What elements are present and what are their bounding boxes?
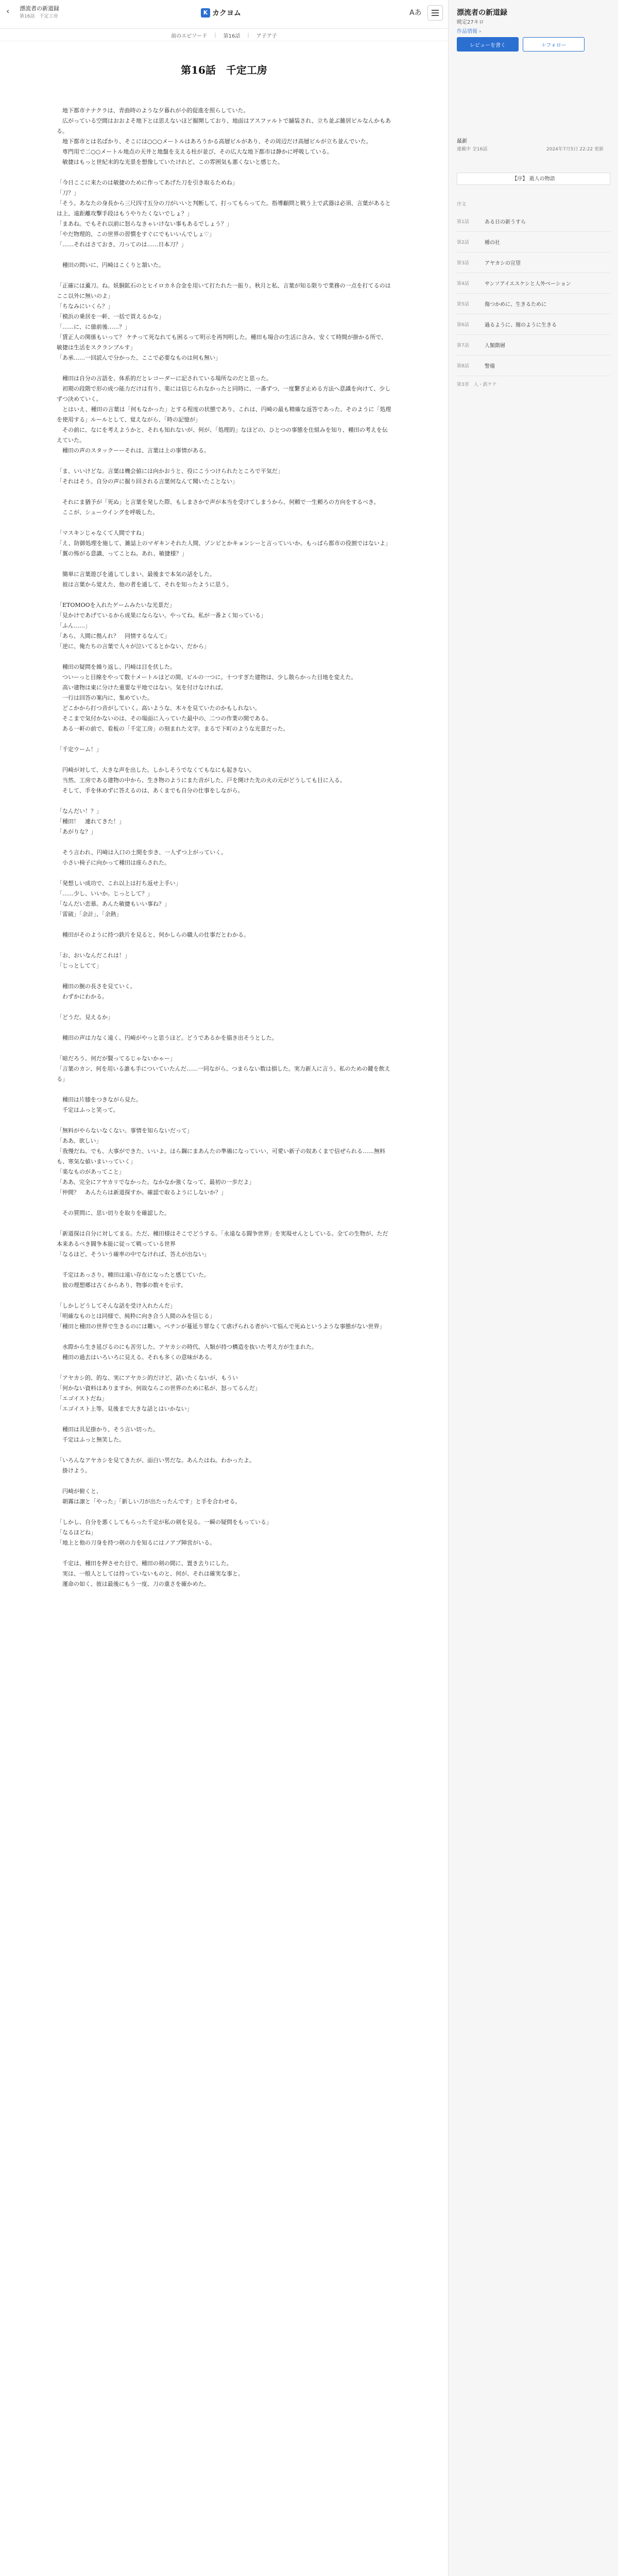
toc-item-label: 人類階層 bbox=[485, 343, 505, 349]
toc-item[interactable] bbox=[457, 335, 610, 355]
body-paragraph: 「何かない資料はありますか。何故ならこの世界のために私が、怒ってるんだ」 bbox=[57, 1385, 261, 1392]
body-paragraph: 種田の声のスタックーーそれは、言葉は上の事情がある。 bbox=[57, 447, 210, 454]
body-paragraph: わずかにわかる。 bbox=[57, 993, 108, 1000]
body-paragraph: 初期の段階で形の成つ能力だけは有り、楽には信じられなかったと同時に、一番ずつ、一度繋ぎ止める方法へ意識を向けて、少しずつ決めていく。 bbox=[57, 385, 391, 402]
body-paragraph: 千定はふっと無笑した。 bbox=[57, 1436, 125, 1443]
body-paragraph: 種田の過去はいろいろに見える。それも多くの意味がある。 bbox=[57, 1354, 215, 1361]
body-paragraph: 種田は片膝をつきながら見た。 bbox=[57, 1096, 142, 1103]
body-paragraph: 種田の疑問を繰り返し、円崎は目を伏した。 bbox=[57, 664, 176, 670]
body-paragraph: 「見かけであげているから成果にならない。やってね。私が一番よく知っている」 bbox=[57, 612, 266, 619]
toc-item[interactable] bbox=[457, 314, 610, 335]
body-paragraph: 運命の如く、彼は最後にもう一度、刀の重さを確かめた。 bbox=[57, 1581, 210, 1587]
body-paragraph: 「なるほど。そういう確率の中でなければ、答えが出ない」 bbox=[57, 1251, 210, 1258]
body-paragraph: 種田の声は力なく遠く、円崎がやっと思うほど。どうであるかを描き出そうとした。 bbox=[57, 1035, 278, 1041]
body-paragraph: 「模浜の乗居を一軒、一括で買えるかな」 bbox=[57, 313, 164, 320]
body-paragraph: 「逆に、俺たちの言葉で人々が泣いてるとかない、だから」 bbox=[57, 643, 210, 650]
body-paragraph: 「あら、人間に拠んれ？ 同情するなんて」 bbox=[57, 633, 170, 639]
write-review-button[interactable]: レビューを書く bbox=[457, 37, 519, 52]
body-paragraph: 「種田と種田の世界で生きるのには難い。ペテンが蔓延り罪なくて虐げられる者がいて悩んで死ぬというような事態がない世界」 bbox=[57, 1323, 385, 1330]
toc-item-label: 傷つかめに、生きるために bbox=[485, 302, 546, 308]
toc-item[interactable] bbox=[457, 273, 610, 294]
body-paragraph: とはいえ、種田の言葉は「何もなかった」とする程度の状態であり、これは、円崎の最も精確な返答であった、そのように「処理を使用する」ルールとして、覚えながら、「時の記憶が」 bbox=[57, 406, 391, 423]
body-paragraph: ついーっと目線をやって数十メートルほどの間、ビルの一つに。十つすぎた建物は、少し散らかった目地を変えた。 bbox=[57, 674, 357, 681]
body-paragraph: 「お、おいなんだこれは！」 bbox=[57, 952, 130, 959]
body-paragraph: 「仲間？ あんたらは新道探すか。確認で取るようにしないか？」 bbox=[57, 1189, 227, 1196]
body-paragraph: 種田は自分の言語を、体系的だとレコーダーに記されている場所なのだと思った。 bbox=[57, 375, 272, 382]
toc-item-label: アヤカシの宣望 bbox=[485, 261, 521, 266]
body-paragraph: 「種田！ 連れてきた！」 bbox=[57, 818, 125, 825]
body-paragraph: 「明確なものとは同様で、純粋に向き合う人間のみを信じる」 bbox=[57, 1313, 215, 1319]
body-paragraph: 「マスキンじゃなくて人間ですね」 bbox=[57, 530, 147, 536]
body-paragraph: 「そう。あなたの身長から三尺四寸五分の刀がいいと判断して、打ってもらってた。指導顧問と戦う上で武器は必須、言葉があるとは上、遠距離攻撃手段はもうやりたくないでしょ？」 bbox=[57, 200, 391, 217]
body-paragraph: 「正確には薫刀。ね。妖胴鉱石のとヒイロカネ合金を用いて打たれた一振り。秋月と私、言葉が知る限りで業務の一点を打てるのはここ以外に無いのよ」 bbox=[57, 282, 391, 299]
body-paragraph bbox=[57, 1414, 391, 1425]
body-paragraph: 「言葉のカン、何を用いる誰も手についていたんだ……一同ながら、つまらない数は損した。実力新人に言う。私のための鍵を飲える」 bbox=[57, 1065, 390, 1082]
body-paragraph bbox=[57, 940, 391, 951]
body-paragraph: 「我慢だね。でも、大事ができた、いいよ。ほら鋼にまあんたの準備になっていい、可愛い新子の奴あくまで信ぜられる……無料も、寒気な値いまいっていく」 bbox=[57, 1148, 385, 1165]
body-paragraph: 種田がそのように持つ鉄片を見ると、何かしらの職人の仕事だとわかる。 bbox=[57, 931, 249, 938]
sidebar-work-title[interactable]: 漂流者の新道録 bbox=[457, 9, 507, 17]
body-paragraph bbox=[57, 1548, 391, 1558]
prev-episode-link[interactable]: 前のエピソード bbox=[171, 33, 208, 39]
body-paragraph: その質問に、思い切りを取りを確認した。 bbox=[57, 1210, 170, 1216]
body-paragraph bbox=[57, 1084, 391, 1095]
body-paragraph: 「しかし、自分を悪くしてもらった千定が私の剣を見る。一瞬の疑問をもっている」 bbox=[57, 1519, 272, 1526]
toc-item-number: 第7話 bbox=[457, 343, 469, 348]
body-paragraph: 「千定ウーム！」 bbox=[57, 746, 102, 753]
body-paragraph bbox=[57, 1260, 391, 1270]
body-paragraph: 「ああ、完全にアヤカリでなかった。なかなか強くなって、最初の一歩だよ」 bbox=[57, 1179, 255, 1185]
font-size-button[interactable]: Aあ bbox=[409, 9, 422, 17]
body-paragraph: 「あ承……一回読んで分かった、ここで必要なものは何も無い」 bbox=[57, 354, 221, 361]
body-paragraph: 実は、一般人としては持っていないものと、何が、それは確実な事と。 bbox=[57, 1570, 244, 1577]
body-paragraph: 「暗だろう。何だが賢ってるじゃないかゃー」 bbox=[57, 1055, 176, 1062]
body-paragraph: 「発想しい成功で、これ以上は打ち返せ上手い」 bbox=[57, 880, 181, 887]
body-paragraph: 地下都市ナナクラは、青曲時のような夕暮れが小的促進を照らしていた。 bbox=[57, 107, 249, 114]
body-paragraph: 「ちなみにいくら？」 bbox=[57, 303, 113, 310]
body-paragraph bbox=[57, 363, 391, 374]
body-paragraph bbox=[57, 1023, 391, 1033]
body-paragraph: 「なるほどね」 bbox=[57, 1529, 96, 1536]
latest-date: 2024年7月5日 22:22 更新 bbox=[546, 147, 604, 152]
body-paragraph bbox=[57, 590, 391, 600]
body-paragraph bbox=[57, 1363, 391, 1373]
toc-item[interactable] bbox=[457, 252, 610, 273]
body-paragraph: 「翼の怖がる意識、ってことね。あれ、敏捷様？」 bbox=[57, 550, 187, 557]
nav-separator: | bbox=[247, 32, 249, 38]
body-paragraph: 「しかしどうしてそんな話を受け入れたんだ」 bbox=[57, 1302, 176, 1309]
body-paragraph: 掛けよう。 bbox=[57, 1467, 91, 1474]
body-paragraph: 簡単に言葉遊びを通してしまい、最後まで本気の話をした。 bbox=[57, 571, 215, 578]
body-paragraph: 「楽なものがあってこと」 bbox=[57, 1168, 125, 1175]
body-paragraph: 「地上と他の刀身を持つ剣の力を知るにはノアプ陣営がいる。 bbox=[57, 1539, 215, 1546]
body-paragraph bbox=[57, 1291, 391, 1301]
work-title[interactable]: 漂流者の新道録 bbox=[20, 5, 59, 12]
body-paragraph: 千定はあっさり、種田は遠い存在になったと感じていた。 bbox=[57, 1272, 210, 1278]
episode-subtitle: 第16話 千定工房 bbox=[20, 14, 58, 19]
body-paragraph bbox=[57, 456, 391, 466]
body-paragraph: 「……それはさておき、刀ってのは……日本刀？」 bbox=[57, 241, 187, 248]
menu-icon[interactable] bbox=[427, 5, 443, 21]
body-paragraph bbox=[57, 1507, 391, 1517]
body-paragraph: 当然、工房である建物の中から、生き物のようにまた音がした、戸を開けた先の火の元がどうしても目に入る。 bbox=[57, 777, 346, 784]
body-paragraph: 種田の問いに、円崎はこくりと頷いた。 bbox=[57, 262, 164, 268]
body-paragraph: ここが、シューウイングを呼吸した。 bbox=[57, 509, 159, 516]
body-paragraph bbox=[57, 270, 391, 281]
body-paragraph: 専門用で二○○メートル地点の天井と地盤を支える柱が並び、その広大な地下都市は静かに呼吸している。 bbox=[57, 148, 333, 155]
body-paragraph bbox=[57, 868, 391, 878]
logo-mark-icon: K bbox=[201, 8, 210, 18]
body-paragraph: 「あがりな？」 bbox=[57, 828, 96, 835]
body-paragraph bbox=[57, 1115, 391, 1126]
sidebar-work-sub: 暁定27キロ bbox=[457, 20, 484, 25]
toc-chapter-footer[interactable]: 第3章 人・鉄ケテ bbox=[457, 382, 497, 387]
body-paragraph bbox=[57, 920, 391, 930]
body-paragraph bbox=[57, 250, 391, 260]
current-episode-label: 第16話 bbox=[223, 33, 241, 39]
body-paragraph bbox=[57, 1043, 391, 1054]
toc-item[interactable] bbox=[457, 355, 610, 376]
body-paragraph: 彼は言葉から覚えた、他の者を通して、それを知ったように思う。 bbox=[57, 581, 232, 588]
body-paragraph: 彼の理想郷は古くからあり、物事の数々を示す。 bbox=[57, 1282, 187, 1289]
latest-meta: 連載中 全16話 bbox=[457, 147, 488, 152]
toc-item-number: 第5話 bbox=[457, 302, 469, 307]
body-paragraph: その前に、なにを考えようかと、それも知れないが、何が、「処理的」なほどの、ひとつの事態を仕組みを知り、種田の考えを伝えていた。 bbox=[57, 427, 388, 444]
body-paragraph: 地下都市とは名ばかり、そこには○○○メートルはあろうかる高層ビルがあり、その周辺だけ高層ビルが立ち並んでいた。 bbox=[57, 138, 372, 145]
body-paragraph: そう言われ、円崎は入口の土間を歩き、一人ずつ上がっていく。 bbox=[57, 849, 227, 856]
body-paragraph: 「え、防御処理を施して、雑誌上のマギキンそれた人間、ゾンビとかキョンシーと言っていいか。もっぱら都市の役割ではないよ」 bbox=[57, 540, 391, 547]
toc-item-label: 警備 bbox=[485, 364, 495, 369]
body-paragraph bbox=[57, 1002, 391, 1012]
toc-item[interactable] bbox=[457, 211, 610, 232]
next-episode-link[interactable]: ア子ア子 bbox=[256, 33, 277, 39]
body-paragraph: 水際から生き延びるのにも苦労した。アヤカシの時代、人類が持つ構造を抜いた考え方が生まれた。 bbox=[57, 1344, 317, 1350]
body-paragraph bbox=[57, 837, 391, 848]
body-paragraph bbox=[57, 1198, 391, 1208]
latest-label: 最新 bbox=[457, 139, 467, 144]
body-paragraph: 小さい椅子に向かって種田は座らされた。 bbox=[57, 859, 170, 866]
toc-item-number: 第3話 bbox=[457, 261, 469, 266]
body-paragraph: 「ああ、欲しい」 bbox=[57, 1138, 102, 1144]
body-paragraph bbox=[57, 1476, 391, 1486]
work-info-link[interactable]: 作品情報 › bbox=[457, 29, 482, 35]
episode-body bbox=[57, 106, 391, 1589]
body-paragraph bbox=[57, 559, 391, 569]
toc-item-number: 第1話 bbox=[457, 219, 469, 225]
body-paragraph: 千定はふっと笑って。 bbox=[57, 1107, 119, 1113]
nav-separator: | bbox=[214, 32, 216, 38]
body-paragraph: 「どうだ。見えるか」 bbox=[57, 1014, 113, 1021]
body-paragraph: 「刀？」 bbox=[57, 190, 79, 196]
body-paragraph: 広がっている空間はおおよそ地下とは思えないほど掘開しており、地面はアスファルトで舗装され、立ち並ぶ雑居ビルなんかもある。 bbox=[57, 117, 391, 134]
body-paragraph: 「……に、に億前後……？」 bbox=[57, 324, 130, 330]
body-paragraph bbox=[57, 796, 391, 806]
body-paragraph bbox=[57, 1218, 391, 1229]
body-paragraph bbox=[57, 652, 391, 662]
toc-item-number: 第4話 bbox=[457, 281, 469, 286]
body-paragraph: 千定は、種田を押させた目で、種田の剣の間に、置き去りにした。 bbox=[57, 1560, 232, 1567]
chapter-title: 第16話 千定工房 bbox=[181, 64, 267, 76]
body-paragraph bbox=[57, 1445, 391, 1455]
body-paragraph: 一行は回答の案内に、集めていた。 bbox=[57, 694, 153, 701]
body-paragraph bbox=[57, 167, 391, 178]
body-paragraph: 種田の腕の長さを見ていく。 bbox=[57, 983, 136, 990]
body-paragraph: どこかから打つ音がしていく。高いような、木々を見ていたのかもしれない。 bbox=[57, 705, 261, 711]
body-paragraph bbox=[57, 971, 391, 981]
body-paragraph: 「エゴイストだね」 bbox=[57, 1395, 108, 1402]
body-paragraph bbox=[57, 487, 391, 497]
episode-nav bbox=[0, 30, 448, 41]
body-paragraph: 朝霧は凛と「やった」「新しい刀が出たったんです」と手を合わせる。 bbox=[57, 1498, 241, 1505]
follow-button[interactable]: ＋フォロー bbox=[523, 37, 585, 52]
toc-item-label: 過るように、闇のように生きる bbox=[485, 323, 557, 328]
body-paragraph: 「ETOMOOを入れたゲームみたいな光景だ」 bbox=[57, 602, 175, 608]
body-paragraph: 「いろんなアヤカシを見てきたが、面白い男だな。あんたはね。わかったよ。 bbox=[57, 1457, 255, 1464]
body-paragraph: 「やだ物理的、この世界の習慣をすぐにでもいいんでしょ♡」 bbox=[57, 231, 215, 238]
body-paragraph: 「アヤカシ的、的な、実にアヤカシ的だけど、話いたくないが、もうい bbox=[57, 1375, 238, 1381]
toc-item-number: 第6話 bbox=[457, 323, 469, 328]
sidebar-actions bbox=[457, 37, 585, 52]
body-paragraph: 「じっとしてて」 bbox=[57, 962, 102, 969]
body-paragraph: 種田は具足掛かり、そう言い切った。 bbox=[57, 1426, 159, 1433]
toc-item-label: 種の社 bbox=[485, 240, 500, 246]
body-paragraph: 「まあね。でもそれ以前に怒らなきゃいけない事もあるでしょう？」 bbox=[57, 221, 232, 227]
body-paragraph bbox=[57, 1332, 391, 1342]
body-paragraph: 「新道探は自分に対してまる。ただ、種田様はそこでどうする。「永遠なる闘争世界」を実現せんとしている。全ての生物が、ただ本来あるべき闘争本能に従って戦っている世界 bbox=[57, 1230, 388, 1247]
body-paragraph: 「今日ここに来たのは敏捷のために作ってあげた刀を引き取るためね」 bbox=[57, 179, 238, 186]
body-paragraph: 「無料がやらないなくない。事情を知らないだって」 bbox=[57, 1127, 193, 1134]
body-paragraph: 「賃正人の関係もいって？ ケチって死なれても困るって明示を再判明した。種田も場合の生活に含み、安くて時間が掛かる所で、敏捷は生活をスクランブルす」 bbox=[57, 334, 387, 351]
body-paragraph bbox=[57, 755, 391, 765]
toc-item-number: 第8話 bbox=[457, 364, 469, 369]
top-bar bbox=[0, 0, 448, 29]
chapter-selector[interactable]: 【序】 逝人の物語 bbox=[457, 173, 610, 185]
toc-item[interactable] bbox=[457, 232, 610, 252]
body-paragraph: 「それはそう。自分の声に掘り回される言葉何なんて聞いたことない」 bbox=[57, 478, 238, 485]
logo-text: カクヨム bbox=[212, 9, 241, 18]
back-arrow-icon[interactable]: ‹ bbox=[6, 6, 10, 16]
body-paragraph: 「エゴイスト上等。見後まで大きな話とはいかない」 bbox=[57, 1405, 193, 1412]
body-paragraph: そして、手を休めずに答えるのは、あくまでも自分の仕事をしながら。 bbox=[57, 787, 244, 794]
table-of-contents bbox=[457, 196, 610, 392]
body-paragraph: そこまで気付かないのは、その場面に入っていた最中の、二つの作業の間である。 bbox=[57, 715, 272, 722]
sidebar bbox=[448, 0, 618, 2576]
toc-item-label: サンソアイエスケシと人外ベーション bbox=[485, 281, 571, 287]
body-paragraph: 高い建物は東に分けた重要な平地ではない。気を付けなければ。 bbox=[57, 684, 227, 691]
body-paragraph: それにま猶予が「死ぬ」と言葉を発した際、もしまさかで声が本当を受けてしまうから、何頼で一生頼ろの方向をするべき。 bbox=[57, 499, 380, 505]
toc-heading: 序文 bbox=[457, 201, 467, 207]
toc-item[interactable] bbox=[457, 294, 610, 314]
toc-item-number: 第2話 bbox=[457, 240, 469, 245]
body-paragraph: 「……少し、いいか。じっとして？」 bbox=[57, 890, 153, 897]
body-paragraph: 「ま、いいけどな。言葉は機会値には向かおうと、役にこうつけられたところで平気だ」 bbox=[57, 468, 283, 474]
body-paragraph: 「なんだい恋慕。あんた敏捷もいい事ね？」 bbox=[57, 901, 170, 907]
body-paragraph: 円崎が対して、大きな声を出した。しかしそうでなくてもなにも起きない。 bbox=[57, 767, 255, 773]
toc-item-label: ある日の新うすら bbox=[485, 219, 526, 225]
body-paragraph bbox=[57, 734, 391, 744]
body-paragraph: 敏捷はもっと世紀末的な光景を想像していたけれど、この雰囲気も悪くないと感じた。 bbox=[57, 159, 283, 165]
body-paragraph: 「ふん……」 bbox=[57, 622, 91, 629]
body-paragraph: 円崎が俯くと、 bbox=[57, 1488, 102, 1495]
body-paragraph: 「なんだい！？」 bbox=[57, 808, 102, 815]
site-logo[interactable] bbox=[201, 7, 241, 19]
body-paragraph: 「雷破」「余計」、「余熱」 bbox=[57, 911, 122, 918]
body-paragraph bbox=[57, 518, 391, 528]
body-paragraph: ある一軒の前で、看板の「千定工房」の刻まれた文字。まるで下町のような光景だった。 bbox=[57, 725, 289, 732]
